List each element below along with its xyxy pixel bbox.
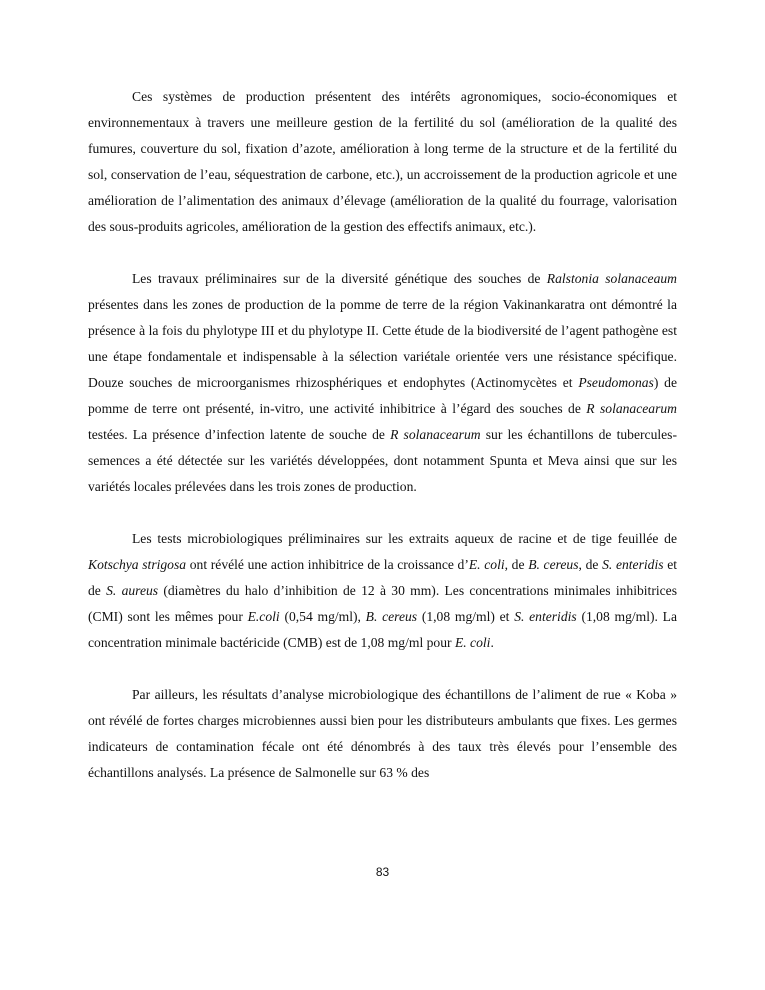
italic-term: R solanacearum <box>586 401 678 416</box>
italic-term: R solanacearum <box>390 427 481 442</box>
text-run: (0,54 mg/ml), <box>279 609 366 624</box>
italic-term: S. enteridis <box>514 609 577 624</box>
text-run: (1,08 mg/ml). La concentration minimale bactéricide (CMB) est de 1,08 mg/ml pour <box>88 609 677 650</box>
italic-term: Ralstonia solanaceaum <box>546 271 677 286</box>
text-run: ) de pomme de terre ont présenté, in-vitro, une activité inhibitrice à l’égard des souches de <box>88 375 677 416</box>
italic-term: E.coli <box>247 609 280 624</box>
italic-term: Kotschya strigosa <box>88 557 187 572</box>
document-body <box>88 84 677 786</box>
text-run: (1,08 mg/ml) et <box>417 609 515 624</box>
text-run: et de <box>88 557 678 598</box>
paragraph-ralstonia <box>88 266 677 500</box>
italic-term: Pseudomonas <box>578 375 654 390</box>
text-run: Ces systèmes de production présentent des intérêts agronomiques, socio-économiques et environnementaux à travers une meilleure gestion de la fertilité du sol (amélioration de la qualité des fumures, couverture du sol, fixation d’azote, amélioration à long terme de la structure et de la fertilité du sol, conservation de l’eau, séquestration de carbone, etc.), un accroissement de la production agricole et une amélioration de l’alimentation des animaux d’élevage (amélioration de la qualité du fourrage, valorisation des sous-produits agricoles, amélioration de la gestion des effectifs animaux, etc.). <box>88 89 677 234</box>
text-run: (diamètres du halo d’inhibition de 12 à 30 mm). Les concentrations minimales inhibitrices (CMI) sont les mêmes pour <box>88 583 677 624</box>
page-number: 83 <box>375 865 390 879</box>
italic-term: E. coli <box>454 635 491 650</box>
text-run: présentes dans les zones de production de la pomme de terre de la région Vakinankaratra ont démontré la présence à la fois du phylotype III et du phylotype II. Cette étude de la biodiversité de l’agent pathogène est une étape fondamentale et indispensable à la sélection variétale orientée vers une résistance spécifique. Douze souches de microorganismes rhizosphériques et endophytes (Actinomycètes et <box>88 297 677 390</box>
italic-term: B. cereus <box>528 557 579 572</box>
paragraph-cover-crops <box>88 84 677 240</box>
text-run: , de <box>578 557 603 572</box>
paragraph-koba <box>88 682 677 786</box>
italic-term: B. cereus <box>365 609 418 624</box>
paragraph-kotschya <box>88 526 677 656</box>
italic-term: S. aureus <box>106 583 159 598</box>
text-run: testées. La présence d’infection latente de souche de <box>88 427 391 442</box>
text-run: Les tests microbiologiques préliminaires sur les extraits aqueux de racine et de tige feuillée de <box>132 531 677 546</box>
text-run: . <box>490 635 494 650</box>
italic-term: S. enteridis <box>602 557 664 572</box>
text-run: sur les échantillons de tubercules-semences a été détectée sur les variétés développées, dont notamment Spunta et Meva ainsi que sur les variétés locales prélevées dans les trois zones de production. <box>88 427 677 494</box>
text-run: ont révélé une action inhibitrice de la croissance d’ <box>186 557 469 572</box>
text-run: Les travaux préliminaires sur de la diversité génétique des souches de <box>132 271 547 286</box>
text-run: Par ailleurs, les résultats d’analyse microbiologique des échantillons de l’aliment de rue « Koba » ont révélé de fortes charges microbiennes aussi bien pour les distributeurs ambulants que fixes. Les germes indicateurs de contamination fécale ont été dénombrés à des taux très élevés pour l’ensemble des échantillons analysés. La présence de Salmonelle sur 63 % des <box>88 687 677 780</box>
text-run: , de <box>504 557 529 572</box>
italic-term: E. coli <box>468 557 505 572</box>
